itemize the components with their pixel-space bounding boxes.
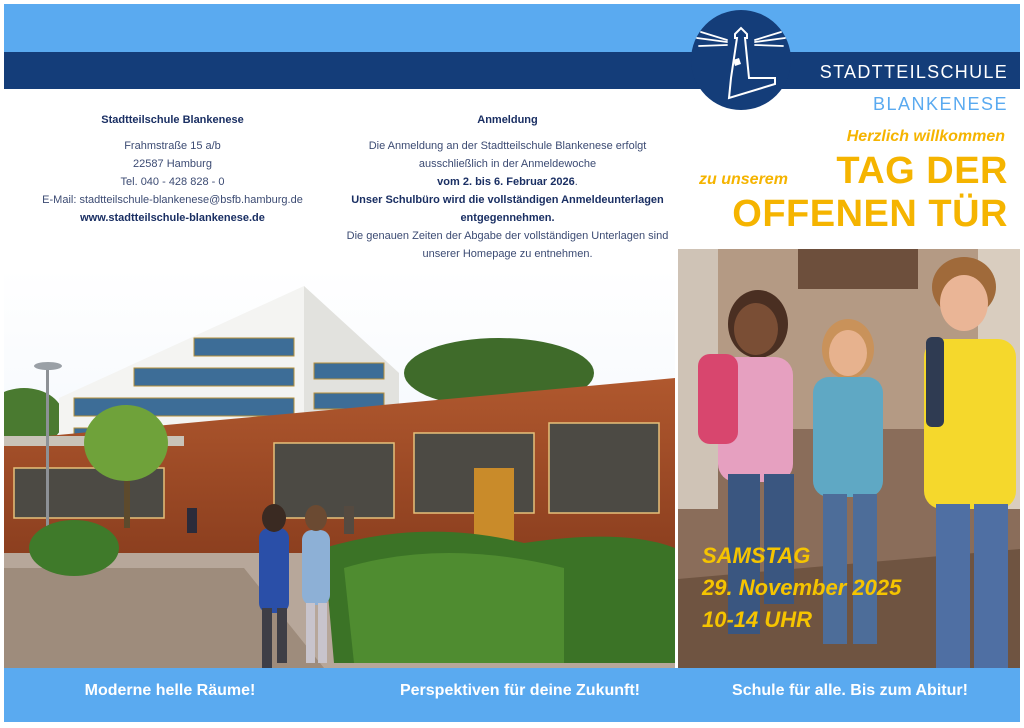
contact-website[interactable]: www.stadtteilschule-blankenese.de [80, 212, 265, 224]
school-building-photo [4, 268, 675, 668]
slogan-rooms: Moderne helle Räume! [84, 682, 256, 699]
contact-name: Stadtteilschule Blankenese [101, 114, 244, 126]
contact-city: 22587 Hamburg [133, 158, 212, 170]
registration-dates: vom 2. bis 6. Februar 2026 [437, 176, 575, 188]
registration-office-note: entgegennehmen. [460, 212, 555, 224]
contact-phone: Tel. 040 - 428 828 - 0 [120, 176, 225, 188]
registration-line: Die genauen Zeiten der Abgabe der vollständigen Unterlagen sind [346, 230, 669, 242]
registration-office-note: Unser Schulbüro wird die vollständigen Anmeldeunterlagen [351, 194, 664, 206]
contact-block [20, 111, 325, 227]
event-date: 29. November 2025 [702, 575, 902, 600]
registration-heading: Anmeldung [477, 114, 538, 126]
registration-line: ausschließlich in der Anmeldewoche [418, 158, 597, 170]
contact-email[interactable]: E-Mail: stadtteilschule-blankenese@bsfb.hamburg.de [42, 194, 303, 206]
slogan-school-for-all: Schule für alle. Bis zum Abitur! [732, 682, 968, 699]
event-date-box [702, 540, 901, 636]
brand-title: STADTTEILSCHULE [819, 62, 1008, 82]
headline-offenen-tuer: OFFENEN TÜR [732, 193, 1008, 235]
welcome-text: Herzlich willkommen [846, 128, 1005, 145]
top-light-band [4, 4, 1020, 52]
event-time: 10-14 UHR [702, 607, 813, 632]
slogan-perspectives: Perspektiven für deine Zukunft! [399, 682, 641, 699]
event-day: SAMSTAG [702, 543, 811, 568]
zu-unserem-text: zu unserem [699, 171, 788, 188]
registration-paragraph-1 [345, 137, 670, 263]
registration-line: Die Anmeldung an der Stadtteilschule Blankenese erfolgt [368, 140, 647, 152]
registration-dot: . [574, 176, 578, 188]
headline-tag-der: TAG DER [836, 150, 1008, 192]
brand-subtitle: BLANKENESE [872, 94, 1008, 114]
registration-line: unserer Homepage zu entnehmen. [422, 248, 593, 260]
contact-street: Frahmstraße 15 a/b [124, 140, 221, 152]
lighthouse-logo-icon [689, 8, 793, 112]
